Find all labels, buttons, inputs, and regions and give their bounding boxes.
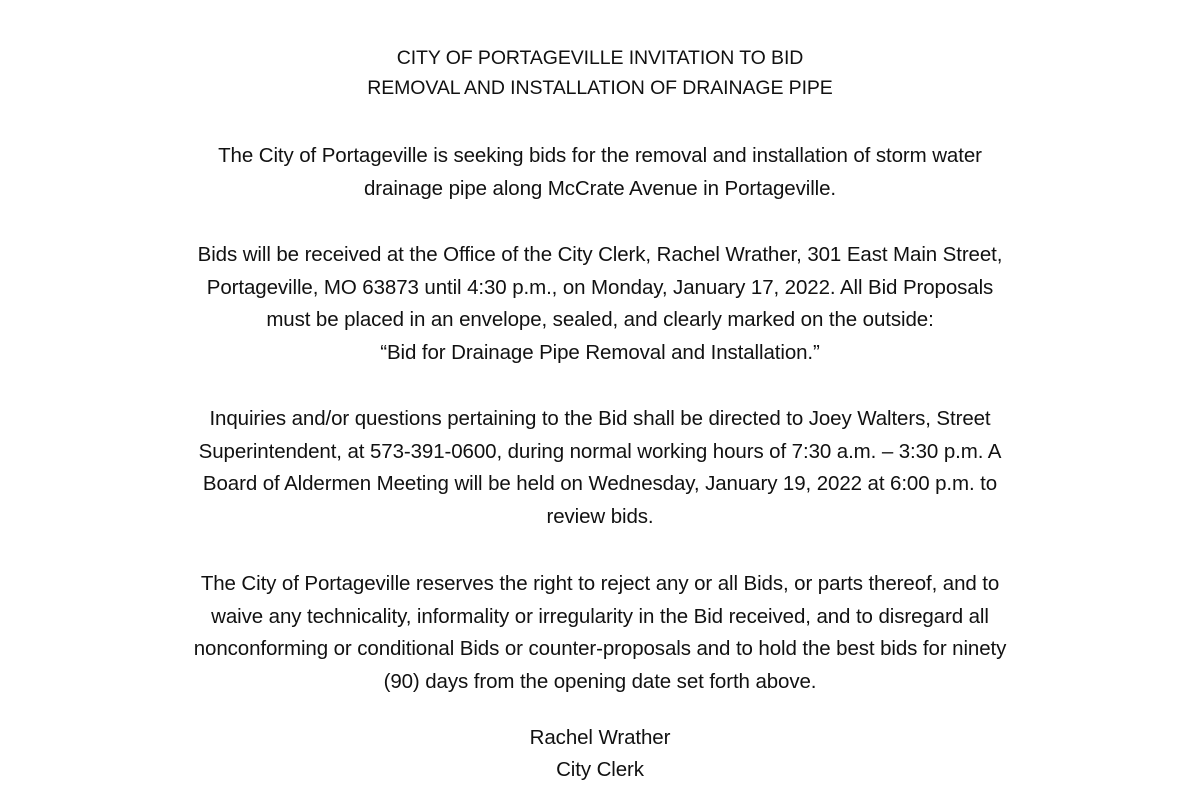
- paragraph-line: must be placed in an envelope, sealed, and clearly marked on the outside:: [266, 308, 934, 331]
- paragraph-line: drainage pipe along McCrate Avenue in Portageville.: [363, 176, 837, 200]
- paragraph-line: nonconforming or conditional Bids or counter-proposals and to hold the best bids for ninety: [193, 637, 1007, 660]
- title-line-2: REMOVAL AND INSTALLATION OF DRAINAGE PIPE: [367, 77, 833, 99]
- paragraph-reservation: [100, 568, 1100, 698]
- paragraph-bid-submission: [100, 239, 1100, 369]
- document-title: [0, 43, 1200, 103]
- paragraph-line: The City of Portageville is seeking bids for the removal and installation of storm water: [218, 144, 982, 167]
- signature-block: [100, 722, 1100, 786]
- paragraph-line: Inquiries and/or questions pertaining to the Bid shall be directed to Joey Walters, Street: [209, 407, 991, 430]
- paragraph-line: “Bid for Drainage Pipe Removal and Installation.”: [380, 340, 820, 364]
- paragraph-line: The City of Portageville reserves the right to reject any or all Bids, or parts thereof, and to: [200, 572, 1000, 595]
- paragraph-line: Board of Aldermen Meeting will be held on Wednesday, January 19, 2022 at 6:00 p.m. to: [202, 472, 998, 495]
- paragraph-inquiries: [100, 403, 1100, 533]
- paragraph-line: review bids.: [546, 504, 654, 528]
- signature-title: City Clerk: [556, 758, 644, 781]
- paragraph-line: (90) days from the opening date set forth above.: [383, 669, 817, 693]
- paragraph-line: Bids will be received at the Office of the City Clerk, Rachel Wrather, 301 East Main Street,: [197, 243, 1003, 266]
- paragraph-line: Superintendent, at 573-391-0600, during normal working hours of 7:30 a.m. – 3:30 p.m. A: [198, 439, 1002, 463]
- signature-name: Rachel Wrather: [529, 726, 671, 749]
- paragraph-line: waive any technicality, informality or irregularity in the Bid received, and to disregard all: [211, 604, 989, 628]
- paragraph-intro: [100, 140, 1100, 205]
- title-line-1: CITY OF PORTAGEVILLE INVITATION TO BID: [396, 47, 804, 69]
- paragraph-line: Portageville, MO 63873 until 4:30 p.m., on Monday, January 17, 2022. All Bid Proposals: [206, 275, 994, 299]
